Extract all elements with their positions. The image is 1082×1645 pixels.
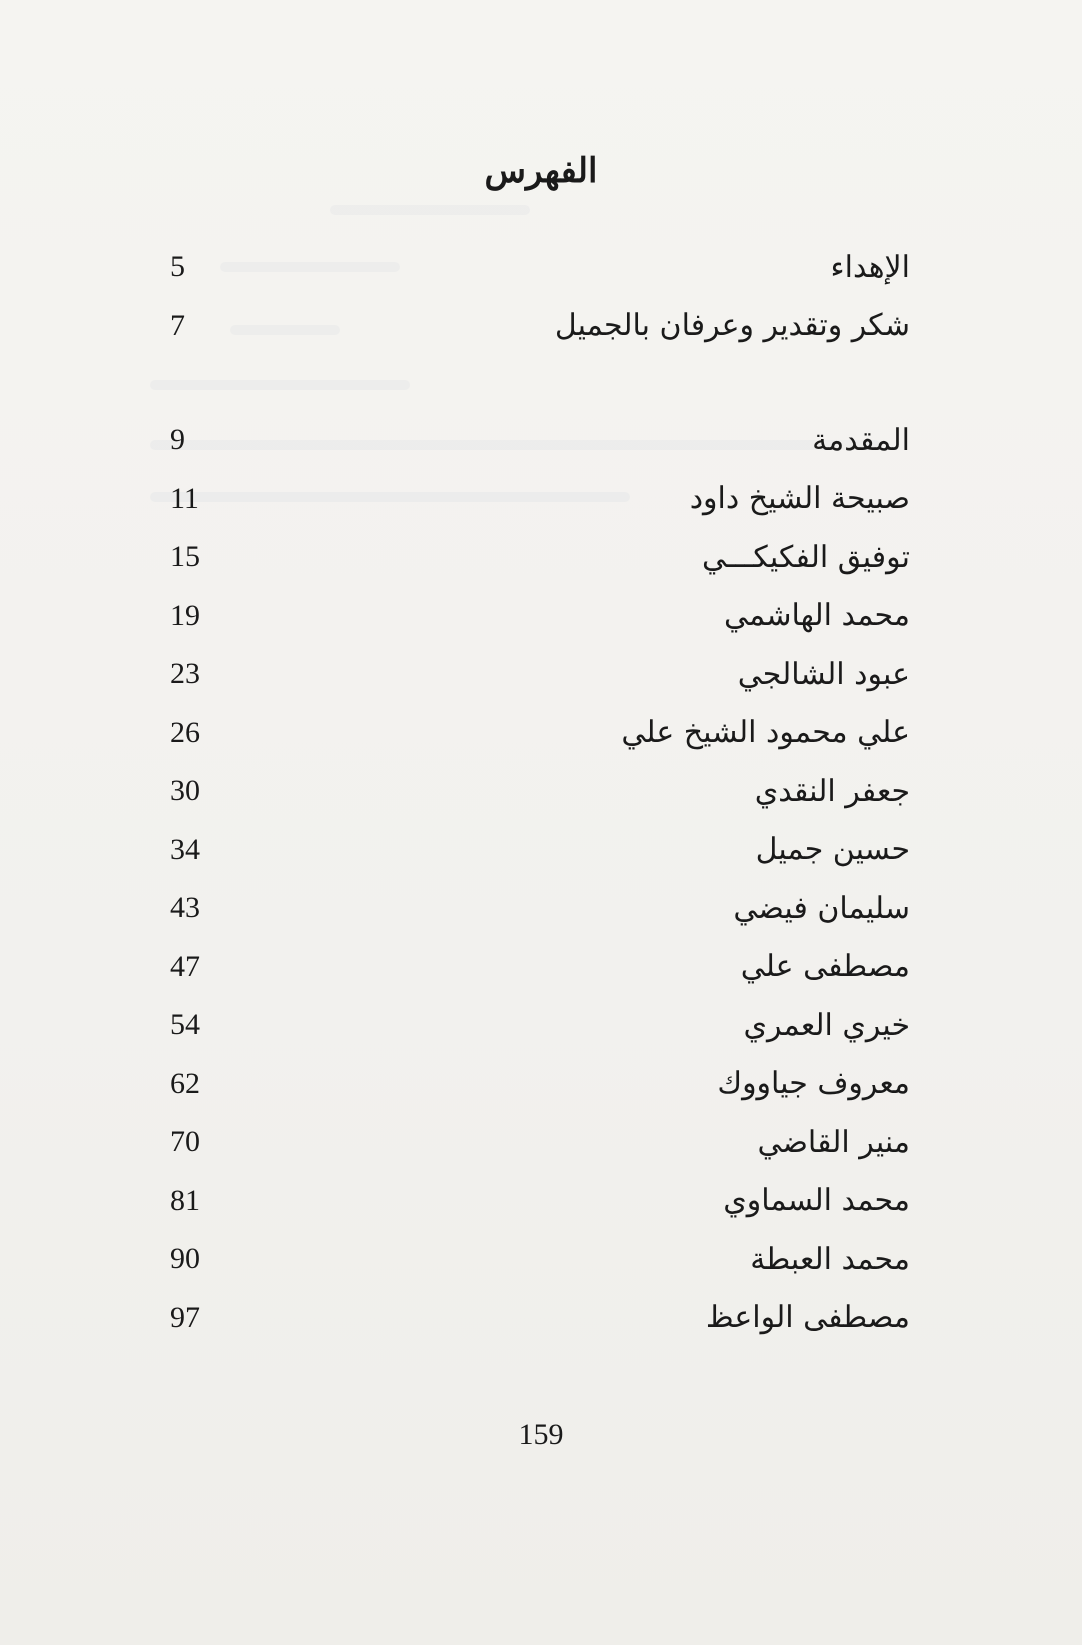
toc-row <box>170 1230 910 1289</box>
toc-row <box>170 411 910 470</box>
toc-row <box>170 645 910 704</box>
toc-entry-page: 23 <box>170 657 200 691</box>
toc-entry-page: 19 <box>170 598 200 632</box>
toc-entry-title: محمد السماوي <box>723 1183 910 1219</box>
toc-entry-page: 34 <box>170 832 200 866</box>
toc-row <box>170 297 910 356</box>
toc-entry-page: 81 <box>170 1183 200 1217</box>
toc-entry-page: 97 <box>170 1300 200 1334</box>
toc-row <box>170 821 910 880</box>
toc-entry-title: مصطفى علي <box>740 949 910 985</box>
toc-row <box>170 1113 910 1172</box>
toc-entry-title: خيري العمري <box>743 1007 910 1043</box>
toc-entry-page: 90 <box>170 1242 200 1276</box>
toc-entry-title: علي محمود الشيخ علي <box>621 715 910 751</box>
toc-row <box>170 879 910 938</box>
toc-entry-title: منير القاضي <box>757 1124 910 1160</box>
toc-entry-page: 47 <box>170 949 200 983</box>
toc-entry-page: 15 <box>170 540 200 574</box>
toc-entry-title: توفيق الفكيكـــي <box>701 539 910 575</box>
toc-entry-title: الإهداء <box>830 249 910 285</box>
toc-entry-title: جعفر النقدي <box>754 773 910 809</box>
toc-entry-title: حسين جميل <box>755 832 910 868</box>
toc-entry-page: 30 <box>170 774 200 808</box>
toc-entry-page: 54 <box>170 1008 200 1042</box>
toc-entry-title: مصطفى الواعظ <box>705 1300 910 1336</box>
toc-entry-title: سليمان فيضي <box>733 890 910 926</box>
toc-entry-page: 11 <box>170 481 199 515</box>
toc-row <box>170 996 910 1055</box>
toc-entry-page: 7 <box>170 308 185 342</box>
toc-row <box>170 1055 910 1114</box>
toc-entry-page: 62 <box>170 1066 200 1100</box>
toc-row <box>170 938 910 997</box>
toc-row <box>170 1289 910 1348</box>
toc-entry-page: 43 <box>170 891 200 925</box>
toc-entry-page: 9 <box>170 423 185 457</box>
toc-entry-title: محمد الهاشمي <box>724 598 910 634</box>
page-number: 159 <box>518 1418 564 1451</box>
toc-row <box>170 238 910 297</box>
toc-row <box>170 528 910 587</box>
toc-row <box>170 470 910 529</box>
toc-entry-page: 26 <box>170 715 200 749</box>
toc-row <box>170 587 910 646</box>
toc-row <box>170 1172 910 1231</box>
show-through-mark <box>330 205 530 215</box>
toc-entry-title: معروف جياووك <box>717 1066 910 1102</box>
page-title: الفهرس <box>484 150 598 191</box>
toc-entry-title: صبيحة الشيخ داود <box>689 481 910 517</box>
toc-row <box>170 704 910 763</box>
toc-entry-title: شكر وتقدير وعرفان بالجميل <box>554 308 910 344</box>
toc-entry-title: المقدمة <box>812 422 910 458</box>
toc-entry-page: 70 <box>170 1125 200 1159</box>
toc-entry-page: 5 <box>170 250 185 284</box>
toc-entry-title: محمد العبطة <box>750 1241 910 1277</box>
toc-entry-title: عبود الشالجي <box>737 656 910 692</box>
toc-row <box>170 762 910 821</box>
table-of-contents <box>170 238 910 1347</box>
